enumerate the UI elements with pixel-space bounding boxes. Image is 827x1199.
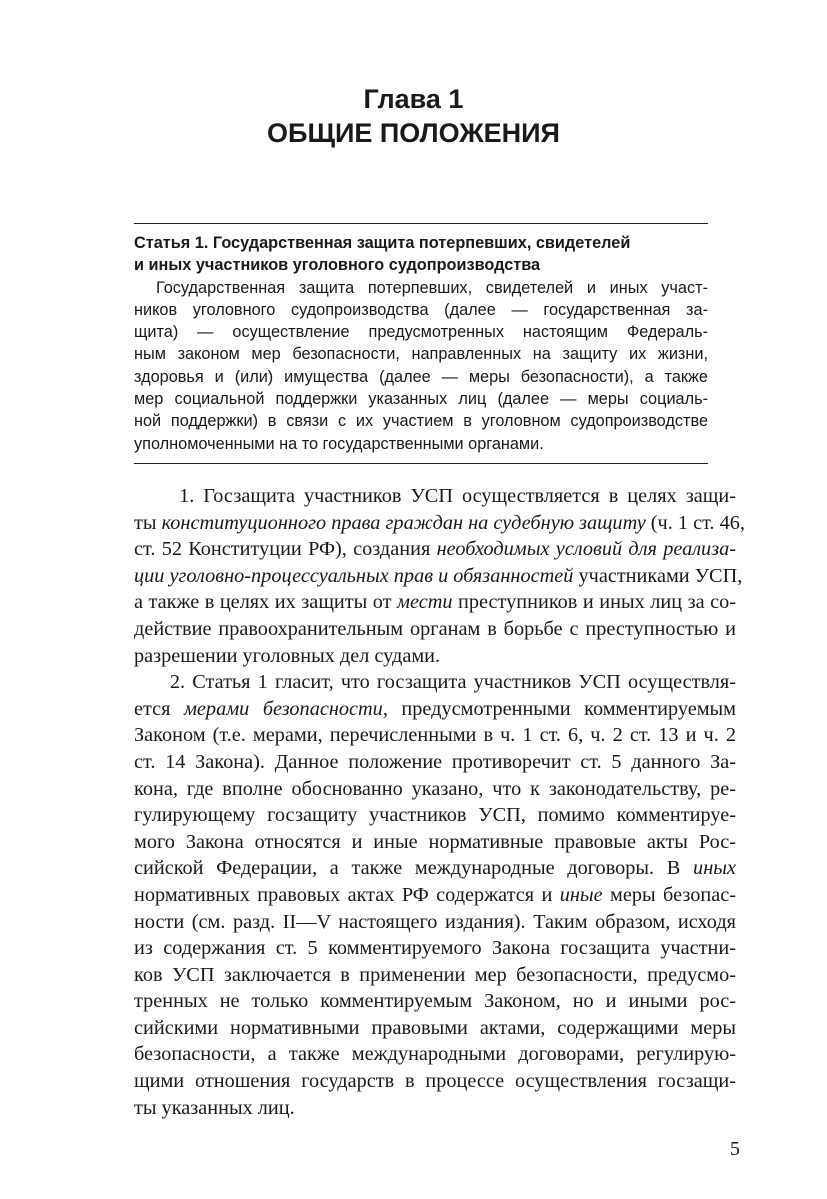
text-run: нормативных правовых актах РФ содержатся и [134, 883, 560, 906]
emphasis-text: мерами безопасности [183, 697, 383, 720]
emphasis-text: иных [693, 857, 736, 880]
text-run: ков УСП заключается в применении мер безопасности, предусмо- [134, 963, 736, 986]
commentary-line [134, 802, 736, 829]
text-run: тренных не только комментируемым Законом, но и иными рос- [134, 990, 736, 1013]
text-run: меры безопас- [602, 883, 736, 906]
commentary-line [134, 669, 736, 696]
text-run: из содержания ст. 5 комментируемого Закона госзащита участни- [134, 937, 736, 960]
text-run: Законом (т.е. мерами, перечисленными в ч. 1 ст. 6, ч. 2 ст. 13 и ч. 2 [134, 724, 736, 747]
emphasis-text: конституционного права граждан на судебную защиту [161, 511, 646, 534]
text-run: преступников и иных лиц за со- [452, 591, 737, 614]
commentary-line [134, 589, 736, 616]
chapter-heading [0, 82, 827, 150]
text-run: кона, где вполне обоснованно указано, что к законодательству, ре- [134, 777, 736, 800]
commentary-paragraph-1 [134, 483, 745, 669]
commentary-line [134, 882, 736, 909]
commentary [134, 483, 745, 1121]
commentary-line [134, 643, 736, 670]
article-heading [134, 232, 708, 277]
text-run: 2. Статья 1 гласит, что госзащита участников УСП осуществля- [169, 671, 736, 694]
text-run: участниками УСП, [573, 564, 743, 587]
commentary-line [134, 510, 745, 537]
emphasis-text: необходимых условий для реализа- [436, 538, 737, 561]
commentary-line [134, 1095, 736, 1122]
commentary-line [134, 829, 736, 856]
commentary-line [134, 1068, 736, 1095]
text-run: безопасности, а также международными договорами, регулирую- [134, 1043, 736, 1066]
commentary-line [134, 1041, 736, 1068]
article-heading-line: Статья 1. Государственная защита потерпевших, свидетелей [134, 234, 631, 252]
text-run: мого Закона относятся и иные нормативные правовые акты Рос- [134, 830, 736, 853]
text-run: действие правоохранительным органам в борьбе с преступностью и [134, 617, 736, 640]
commentary-line [134, 483, 736, 510]
emphasis-text: иные [559, 883, 603, 906]
chapter-number: Глава 1 [363, 84, 464, 114]
text-run: ст. 14 Закона). Данное положение противоречит ст. 5 данного За- [134, 750, 736, 773]
article-text [134, 277, 708, 455]
text-run: гулирующему госзащиту участников УСП, помимо комментируе- [134, 804, 736, 827]
commentary-paragraph-2 [134, 669, 736, 1121]
text-run: ст. 52 Конституции РФ), создания [134, 538, 437, 561]
article-heading-line: и иных участников уголовного судопроизводства [134, 256, 541, 275]
text-run: щими отношения государств в процессе осуществления госзащи- [134, 1070, 736, 1093]
article-text-line: ным законом мер безопасности, направленных на защиту их жизни, [134, 345, 708, 364]
article-text-line: здоровья и (или) имущества (далее — меры безопасности), а также [134, 367, 708, 386]
commentary-line [134, 935, 736, 962]
chapter-title: ОБЩИЕ ПОЛОЖЕНИЯ [267, 118, 560, 148]
article-text-line: щита) — осуществление предусмотренных настоящим Федераль- [134, 323, 708, 342]
emphasis-text: ции уголовно-процессуальных прав и обязанностей [134, 564, 574, 587]
page-number: 5 [730, 1138, 740, 1160]
commentary-line [134, 855, 736, 882]
text-run: ется [134, 697, 184, 720]
commentary-line [134, 776, 736, 803]
text-run: сийской Федерации, а также международные договоры. В [134, 857, 694, 880]
commentary-line [134, 909, 736, 936]
emphasis-text: мести [397, 591, 453, 614]
article-text-line: Государственная защита потерпевших, свидетелей и иных участ- [156, 278, 708, 297]
text-run: ности (см. разд. II—V настоящего издания). Таким образом, исходя [134, 910, 736, 933]
commentary-line [134, 988, 736, 1015]
commentary-line [134, 563, 743, 590]
article-text-line: ной поддержки) в связи с их участием в уголовном судопроизводстве [134, 412, 708, 431]
article-text-line: ников уголовного судопроизводства (далее — государственная за- [134, 300, 708, 319]
commentary-line [134, 536, 736, 563]
text-run: сийскими нормативными правовыми актами, содержащими меры [134, 1016, 736, 1039]
text-run: , предусмотренными комментируемым [382, 697, 737, 720]
commentary-line [134, 1015, 736, 1042]
text-run: ты [134, 511, 162, 534]
text-run: а также в целях их защиты от [134, 591, 398, 614]
text-run: (ч. 1 ст. 46, [645, 511, 745, 534]
text-run: разрешении уголовных дел судами. [134, 644, 441, 667]
article-text-line: мер социальной поддержки указанных лиц (далее — меры социаль- [134, 390, 708, 409]
article-box [134, 223, 708, 464]
commentary-line [134, 722, 736, 749]
commentary-line [134, 962, 736, 989]
commentary-line [134, 696, 736, 723]
commentary-line [134, 749, 736, 776]
text-run: 1. Госзащита участников УСП осуществляется в целях защи- [179, 485, 736, 507]
article-text-line: уполномоченными на то государственными органами. [134, 434, 544, 453]
commentary-line [134, 616, 736, 643]
text-run: ты указанных лиц. [134, 1096, 295, 1119]
